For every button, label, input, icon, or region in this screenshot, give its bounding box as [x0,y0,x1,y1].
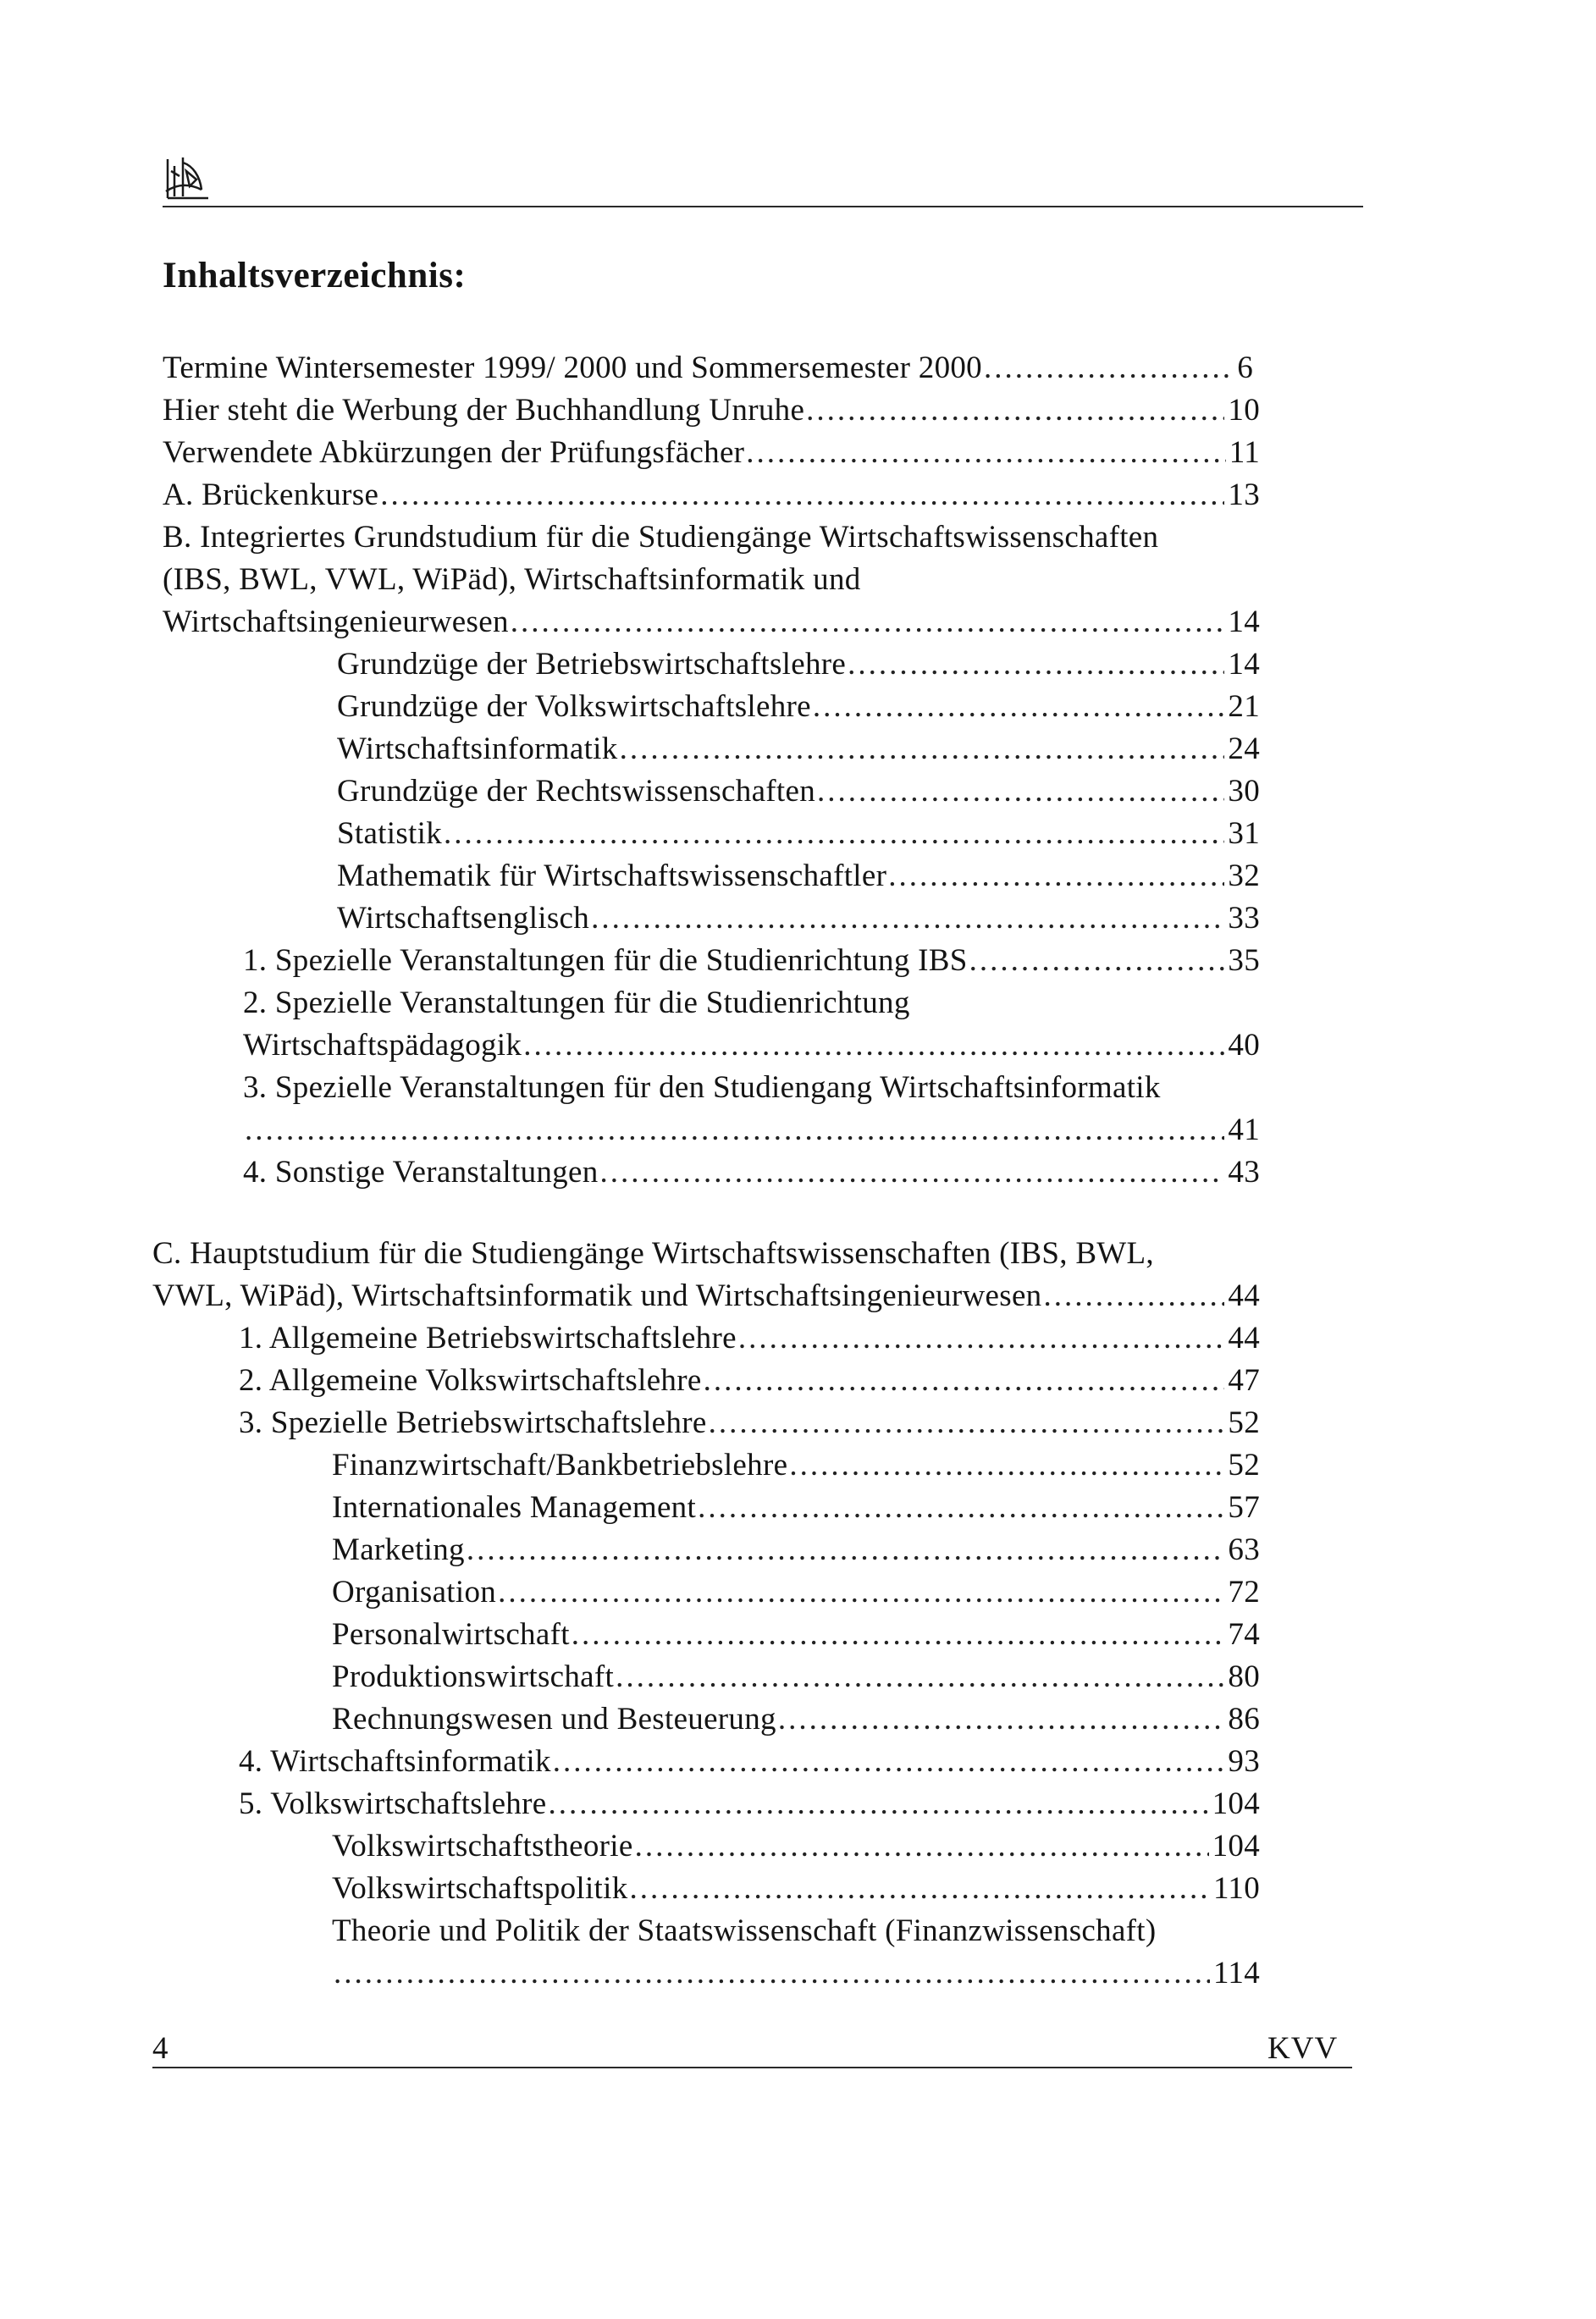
dot-leader [616,1658,1224,1697]
toc-entry-page: 24 [1228,732,1260,766]
dot-leader [620,730,1225,769]
toc-entry-title: Marketing [332,1532,465,1567]
toc-entry-title: Internationales Management [332,1490,697,1525]
toc-entry-page: 10 [1228,393,1260,428]
toc-entry-page: 52 [1228,1448,1260,1483]
toc-entry-page: 40 [1228,1028,1260,1063]
toc-entry-heading-line: B. Integriertes Grundstudium für die Studiengänge Wirtschaftswissenschaften [163,520,1159,555]
dot-leader [467,1531,1225,1570]
toc-entry[interactable] [332,1954,1260,1993]
toc-entry-page: 44 [1228,1321,1260,1356]
toc-entry[interactable] [163,349,1253,388]
toc-entry-heading-line: Theorie und Politik der Staatswissenschaft (Finanzwissenschaft) [332,1913,1157,1948]
toc-entry-page: 44 [1228,1278,1260,1313]
dot-leader [511,603,1225,642]
toc-entry-title: Wirtschaftsenglisch [337,901,590,936]
toc-entry[interactable] [337,772,1260,811]
toc-entry[interactable] [163,433,1260,472]
dot-leader [806,391,1224,430]
dot-leader [848,645,1224,684]
toc-entry[interactable] [243,1026,1260,1065]
toc-entry-page: 43 [1228,1155,1260,1190]
dot-leader [709,1404,1225,1443]
toc-entry[interactable] [332,1573,1260,1612]
toc-entry-title: Wirtschaftspädagogik [243,1028,522,1063]
dot-leader [635,1827,1209,1866]
dot-leader [1043,1277,1224,1316]
toc-entry[interactable] [163,603,1260,642]
toc-entry-title: 1. Spezielle Veranstaltungen für die Studienrichtung IBS [243,943,968,978]
toc-entry-title: A. Brückenkurse [163,478,379,512]
toc-entry-title: Grundzüge der Betriebswirtschaftslehre [337,647,847,682]
toc-entry[interactable] [332,1531,1260,1570]
dot-leader [778,1700,1225,1739]
toc-entry-page: 21 [1228,689,1260,724]
toc-entry-page: 86 [1228,1702,1260,1736]
toc-entry-page: 13 [1228,478,1260,512]
toc-entry-page: 33 [1228,901,1260,936]
toc-entry-title: 2. Allgemeine Volkswirtschaftslehre [239,1363,702,1398]
toc-entry-title: 5. Volkswirtschaftslehre [239,1786,547,1821]
toc-entry-page: 104 [1212,1829,1260,1863]
dot-leader [630,1869,1210,1908]
dot-leader [813,687,1225,726]
toc-entry[interactable] [332,1488,1260,1527]
toc-entry-title: Volkswirtschaftstheorie [332,1829,633,1863]
toc-entry[interactable] [239,1785,1260,1824]
toc-entry[interactable] [337,857,1260,896]
toc-entry-heading-line: 3. Spezielle Veranstaltungen für den Studiengang Wirtschaftsinformatik [243,1070,1161,1105]
toc-entry-heading-line: 2. Spezielle Veranstaltungen für die Studienrichtung [243,986,910,1020]
toc-entry-page: 114 [1212,1956,1260,1990]
toc-entry[interactable] [239,1404,1260,1443]
toc-entry-title: Grundzüge der Rechtswissenschaften [337,774,816,809]
toc-entry[interactable] [243,941,1260,980]
dot-leader [984,349,1234,388]
toc-entry-title: VWL, WiPäd), Wirtschaftsinformatik und Wirtschaftsingenieurwesen [152,1278,1042,1313]
toc-entry-page: 41 [1228,1113,1260,1147]
toc-entry-page: 110 [1212,1871,1260,1906]
dot-leader [548,1785,1208,1824]
dot-leader [600,1153,1225,1192]
toc-entry-page: 30 [1228,774,1260,809]
dot-leader [817,772,1224,811]
toc-entry-title: 1. Allgemeine Betriebswirtschaftslehre [239,1321,737,1356]
toc-entry[interactable] [163,476,1260,515]
toc-entry-title: Mathematik für Wirtschaftswissenschaftler [337,859,887,893]
dot-leader [334,1954,1210,1993]
dot-leader [738,1319,1225,1358]
toc-entry-page: 47 [1228,1363,1260,1398]
toc-entry-title: Hier steht die Werbung der Buchhandlung Unruhe [163,393,805,428]
toc-entry[interactable] [332,1615,1260,1654]
toc-entry-title: Personalwirtschaft [332,1617,570,1652]
toc-entry-title: Volkswirtschaftspolitik [332,1871,628,1906]
toc-entry[interactable] [332,1827,1260,1866]
toc-entry-title: 4. Wirtschaftsinformatik [239,1744,551,1779]
toc-entry[interactable] [243,1111,1260,1150]
toc-entry[interactable] [337,899,1260,938]
dot-leader [444,814,1224,853]
toc-entry-page: 31 [1228,816,1260,851]
toc-entry-title: Produktionswirtschaft [332,1659,615,1694]
toc-entry-title: Wirtschaftsingenieurwesen [163,605,509,639]
toc-entry[interactable] [239,1742,1260,1781]
footer-abbreviation: KVV [1267,2031,1339,2066]
toc-entry-page: 14 [1228,647,1260,682]
toc-entry[interactable] [337,730,1260,769]
toc-entry-page: 80 [1228,1659,1260,1694]
dot-leader [969,941,1225,980]
toc-entry[interactable] [337,687,1260,726]
dot-leader [789,1446,1224,1485]
toc-entry-page: 52 [1228,1405,1260,1440]
toc-entry-page: 14 [1228,605,1260,639]
toc-entry[interactable] [332,1658,1260,1697]
toc-entry[interactable] [243,1153,1260,1192]
dot-leader [698,1488,1224,1527]
toc-entry-page: 35 [1228,943,1260,978]
toc-entry-title: Termine Wintersemester 1999/ 2000 und Sommersemester 2000 [163,351,982,385]
toc-entry[interactable] [163,391,1260,430]
dot-leader [245,1111,1224,1150]
toc-entry[interactable] [239,1319,1260,1358]
toc-entry-heading-line: (IBS, BWL, VWL, WiPäd), Wirtschaftsinformatik und [163,562,861,597]
toc-entry-page: 93 [1228,1744,1260,1779]
dot-leader [888,857,1224,896]
dot-leader [746,433,1225,472]
dot-leader [498,1573,1224,1612]
toc-entry[interactable] [337,645,1260,684]
dot-leader [380,476,1224,515]
toc-entry-title: Rechnungswesen und Besteuerung [332,1702,776,1736]
toc-entry-page: 74 [1228,1617,1260,1652]
footer-rule [152,2067,1352,2068]
dot-leader [523,1026,1224,1065]
toc-entry[interactable] [332,1446,1260,1485]
toc-heading: Inhaltsverzeichnis: [163,256,467,295]
toc-entry-page: 6 [1237,351,1253,385]
dot-leader [591,899,1224,938]
toc-entry[interactable] [337,814,1260,853]
toc-entry-title: 4. Sonstige Veranstaltungen [243,1155,599,1190]
toc-entry-page: 104 [1212,1786,1260,1821]
toc-entry-title: Wirtschaftsinformatik [337,732,618,766]
toc-entry-title: Statistik [337,816,442,851]
toc-entry-page: 72 [1228,1575,1260,1609]
toc-entry[interactable] [332,1869,1260,1908]
footer-page-number: 4 [152,2031,168,2066]
toc-entry-page: 57 [1228,1490,1260,1525]
dot-leader [704,1361,1225,1400]
toc-entry-title: 3. Spezielle Betriebswirtschaftslehre [239,1405,707,1440]
toc-entry-title: Finanzwirtschaft/Bankbetriebslehre [332,1448,788,1483]
toc-entry-page: 63 [1228,1532,1260,1567]
toc-entry[interactable] [239,1361,1260,1400]
toc-entry-page: 11 [1229,435,1260,470]
toc-entry-title: Organisation [332,1575,497,1609]
toc-entry-title: Grundzüge der Volkswirtschaftslehre [337,689,811,724]
toc-entry[interactable] [332,1700,1260,1739]
toc-entry-title: Verwendete Abkürzungen der Prüfungsfächer [163,435,745,470]
toc-entry-page: 32 [1228,859,1260,893]
dot-leader [553,1742,1225,1781]
toc-entry-heading-line: C. Hauptstudium für die Studiengänge Wirtschaftswissenschaften (IBS, BWL, [152,1236,1154,1271]
dot-leader [572,1615,1225,1654]
toc-entry[interactable] [152,1277,1260,1316]
